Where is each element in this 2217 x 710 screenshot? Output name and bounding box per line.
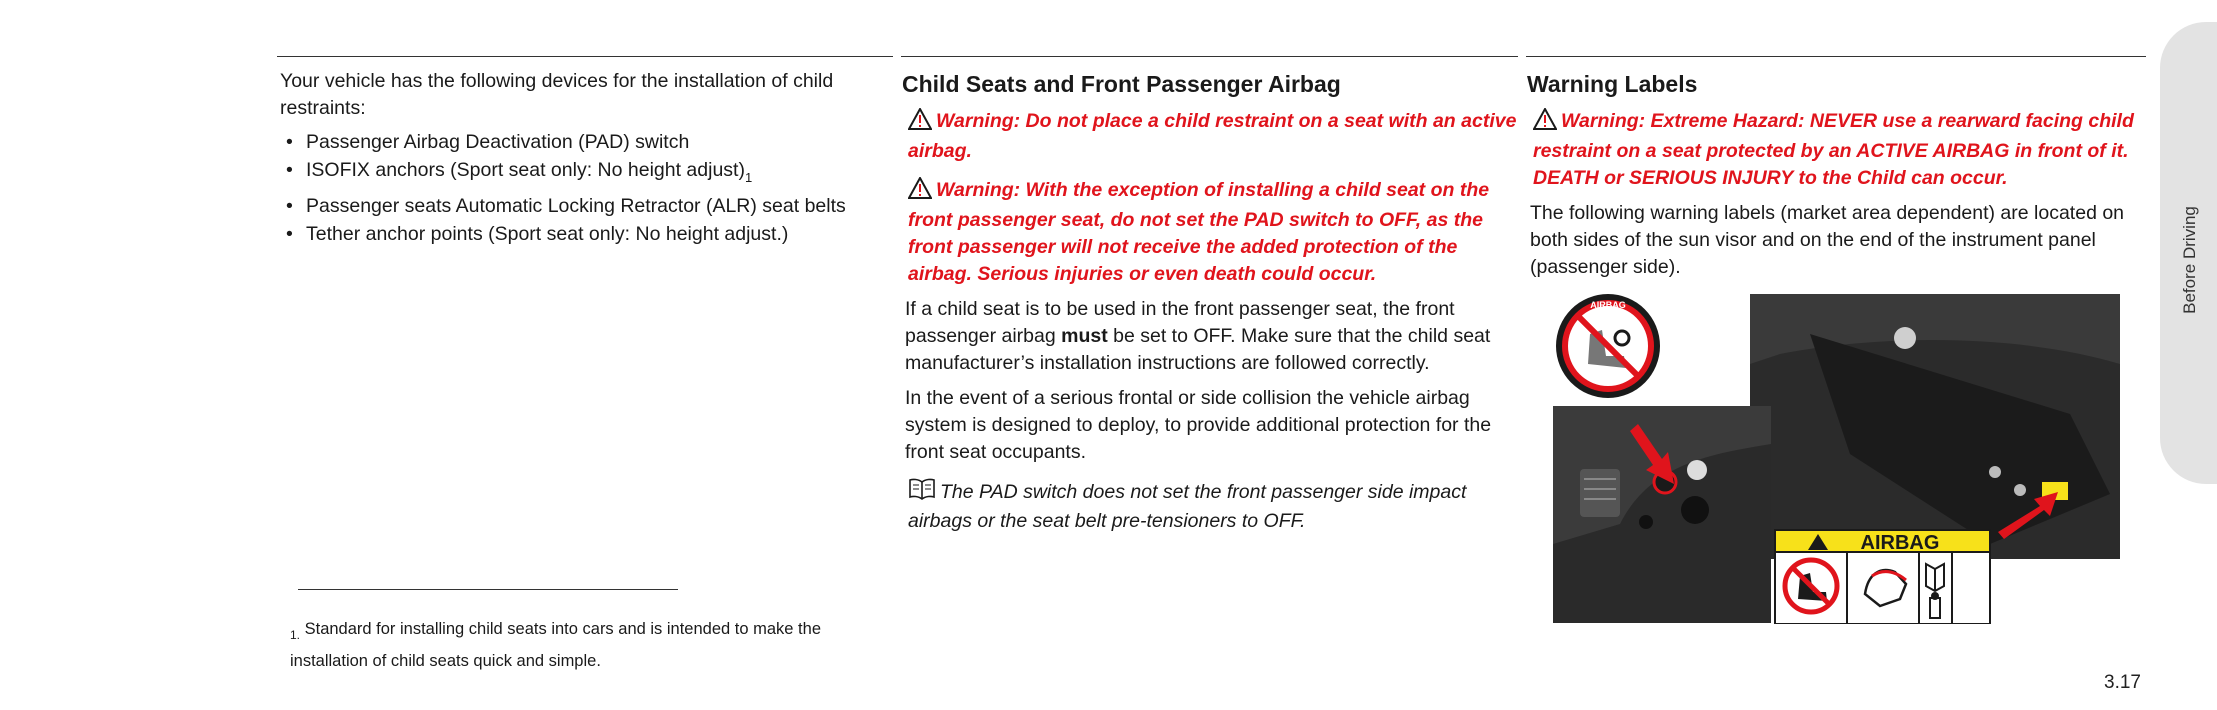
- footnote-ref[interactable]: 1: [744, 170, 753, 185]
- footnote: [290, 616, 870, 674]
- top-rule-middle: [901, 56, 1518, 57]
- left-column: [280, 68, 885, 248]
- footnote-divider: [298, 589, 678, 590]
- middle-column: [902, 68, 1517, 535]
- badge-text: AIRBAG: [1590, 300, 1626, 310]
- top-rule-left: [277, 56, 893, 57]
- bullet-dot: •: [286, 195, 293, 217]
- intro-text: Your vehicle has the following devices for the installation of child restraints:: [280, 70, 834, 119]
- device-list: [280, 128, 885, 248]
- warning-label-illustration: [1550, 294, 2120, 624]
- right-column: [1527, 68, 2147, 281]
- bullet-dot: •: [286, 159, 293, 181]
- bullet-dot: •: [286, 131, 293, 153]
- page-number: 3.17: [2104, 672, 2141, 693]
- paragraph-collision: In the event of a serious frontal or side collision the vehicle airbag system is designed to deploy, to provide additional protection for the front seat occupants.: [905, 387, 1492, 463]
- info-note: The PAD switch does not set the front passenger side impact airbags or the seat belt pre-tensioners to OFF.: [902, 478, 1517, 535]
- section-heading-warning-labels: Warning Labels: [1527, 71, 1698, 97]
- airbag-warning-label: [1775, 530, 1990, 624]
- bullet-dot: •: [286, 223, 293, 245]
- list-item: • Passenger seats Automatic Locking Retractor (ALR) seat belts: [280, 192, 885, 220]
- paragraph-label-locations: The following warning labels (market area dependent) are located on both sides of the sun visor and on the end of the instrument panel (passenger side).: [1530, 202, 2125, 278]
- list-item: • ISOFIX anchors (Sport seat only: No height $adjust)_1$: [280, 156, 885, 192]
- warning-triangle-icon: [908, 177, 932, 207]
- warning-active-airbag: Warning: Do not place a child restraint on a seat with an active airbag.: [908, 110, 1517, 162]
- warning-pad-switch: Warning: With the exception of installing a child seat on the front passenger seat, do not set the PAD switch to OFF, as the front passenger will not receive the added protection of the airbag. Serious injuries or even death could occur.: [908, 179, 1490, 285]
- list-item: • Passenger Airbag Deactivation (PAD) switch: [280, 128, 885, 156]
- footnote-text: Standard for installing child seats into cars and is intended to make the installation of child seats quick and simple.: [290, 620, 821, 670]
- footnote-number: 1.: [290, 628, 301, 642]
- list-item: • Tether anchor points (Sport seat only: No height adjust.): [280, 220, 885, 248]
- paragraph-child-seat: If a child seat is to be used in the front passenger seat, the front passenger airbag must be set to OFF. Make sure that the child seat manufacturer’s installation instructions are followed correctly.: [905, 298, 1491, 374]
- section-heading-child-seats: Child Seats and Front Passenger Airbag: [902, 71, 1341, 97]
- chapter-tab-label: Before Driving: [2180, 206, 2199, 314]
- book-icon: [908, 478, 936, 508]
- warning-triangle-icon: [1533, 108, 1557, 138]
- warning-extreme-hazard: Warning: Extreme Hazard: NEVER use a rearward facing child restraint on a seat protected by an ACTIVE AIRBAG in front of it. DEATH or SERIOUS INJURY to the Child can occur.: [1533, 110, 2134, 189]
- warning-triangle-icon: [908, 108, 932, 138]
- label-text: AIRBAG: [1860, 532, 1940, 554]
- top-rule-right: [1526, 56, 2146, 57]
